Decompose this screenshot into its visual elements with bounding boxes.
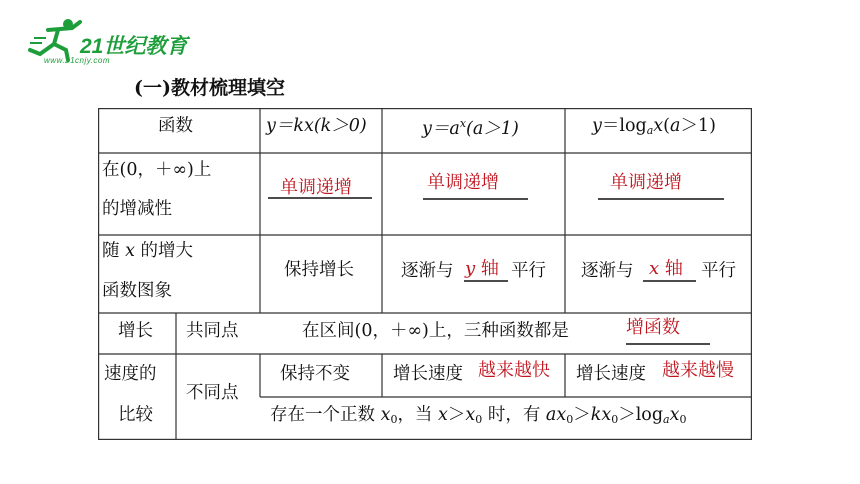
- row-graph-label-2: 函数图象: [102, 281, 172, 301]
- graph-exponential-prefix: 逐渐与: [401, 261, 454, 281]
- graph-exponential-suffix: 平行: [511, 261, 546, 281]
- graph-logarithmic-prefix: 逐渐与: [581, 261, 634, 281]
- answer-slower: 越来越慢: [662, 360, 734, 381]
- compare-text: 存在一个正数 $x_0$，当 $x>x_0$ 时，有 $ax_0>kx_0>\log_ax_0$: [270, 405, 687, 426]
- answer-increasing-function: 增函数: [626, 317, 680, 338]
- compare-label: 比较: [118, 405, 153, 425]
- growth-label: 增长: [118, 321, 153, 341]
- common-text: 在区间(0，＋∞)上，三种函数都是: [302, 321, 569, 341]
- header-exponential: $y=a^x(a>1)$: [422, 117, 519, 139]
- answer-logarithmic-monotonic: 单调递增: [610, 172, 682, 193]
- speed-label: 速度的: [104, 364, 157, 384]
- difference-label: 不同点: [186, 383, 239, 403]
- answer-x-axis: x 轴: [649, 258, 683, 279]
- row-monotonic-label-2: 的增减性: [102, 199, 172, 219]
- answer-faster: 越来越快: [478, 360, 550, 381]
- speed-logarithmic-prefix: 增长速度: [576, 364, 646, 384]
- logo-text: 21世纪教育: [80, 35, 188, 58]
- answer-exponential-monotonic: 单调递增: [427, 172, 499, 193]
- speed-linear: 保持不变: [280, 364, 350, 384]
- row-graph-label-1: 随 x 的增大: [102, 241, 194, 261]
- answer-linear-monotonic: 单调递增: [280, 177, 352, 198]
- row-monotonic-label-1: 在(0，＋∞)上: [102, 160, 212, 180]
- common-label: 共同点: [186, 321, 239, 341]
- answer-y-axis: y 轴: [465, 258, 499, 279]
- header-linear: y＝kx(k＞0): [266, 116, 367, 136]
- header-logarithmic: $y=\log_ax(a>1)$: [592, 116, 716, 137]
- section-title: (一)教材梳理填空: [134, 77, 285, 99]
- graph-linear: 保持增长: [284, 260, 354, 280]
- speed-exponential-prefix: 增长速度: [393, 364, 463, 384]
- logo-url: www.21cnjy.com: [44, 56, 110, 65]
- header-function: 函数: [158, 116, 193, 136]
- graph-logarithmic-suffix: 平行: [701, 261, 736, 281]
